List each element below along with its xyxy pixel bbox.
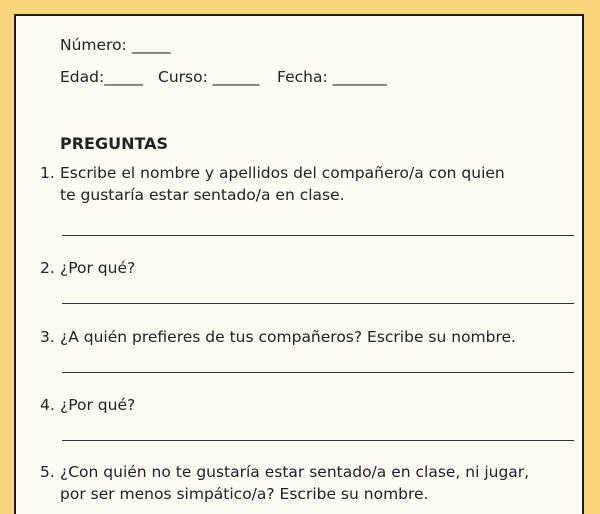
question-text: ¿Por qué? [60, 259, 136, 277]
question-text: ¿Con quién no te gustaría estar sentado/a en clase, ni jugar, [60, 463, 530, 481]
fecha-field: Fecha: _______ [277, 68, 387, 86]
question-text: ¿A quién prefieres de tus compañeros? Escribe su nombre. [60, 328, 516, 346]
edad-field: Edad:_____ [60, 68, 143, 86]
question-number: 3. [40, 328, 55, 346]
question-1 [40, 162, 505, 206]
question-text: ¿Por qué? [60, 396, 136, 414]
question-2 [40, 257, 135, 279]
curso-field: Curso: ______ [158, 68, 260, 86]
question-number: 2. [40, 259, 55, 277]
question-number: 1. [40, 164, 55, 182]
answer-line-1[interactable] [62, 235, 574, 236]
question-text-continued: te gustaría estar sentado/a en clase. [60, 186, 345, 204]
question-text-continued: por ser menos simpático/a? Escribe su nombre. [60, 485, 429, 503]
question-text: Escribe el nombre y apellidos del compañero/a con quien [60, 164, 505, 182]
question-3 [40, 326, 516, 348]
answer-line-3[interactable] [62, 372, 574, 373]
answer-line-2[interactable] [62, 303, 574, 304]
section-heading: PREGUNTAS [60, 134, 169, 153]
numero-field: Número: _____ [60, 36, 171, 54]
question-4 [40, 394, 135, 416]
answer-line-4[interactable] [62, 440, 574, 441]
question-5 [40, 461, 529, 505]
questionnaire-sheet [14, 14, 584, 514]
question-number: 5. [40, 463, 55, 481]
question-number: 4. [40, 396, 55, 414]
